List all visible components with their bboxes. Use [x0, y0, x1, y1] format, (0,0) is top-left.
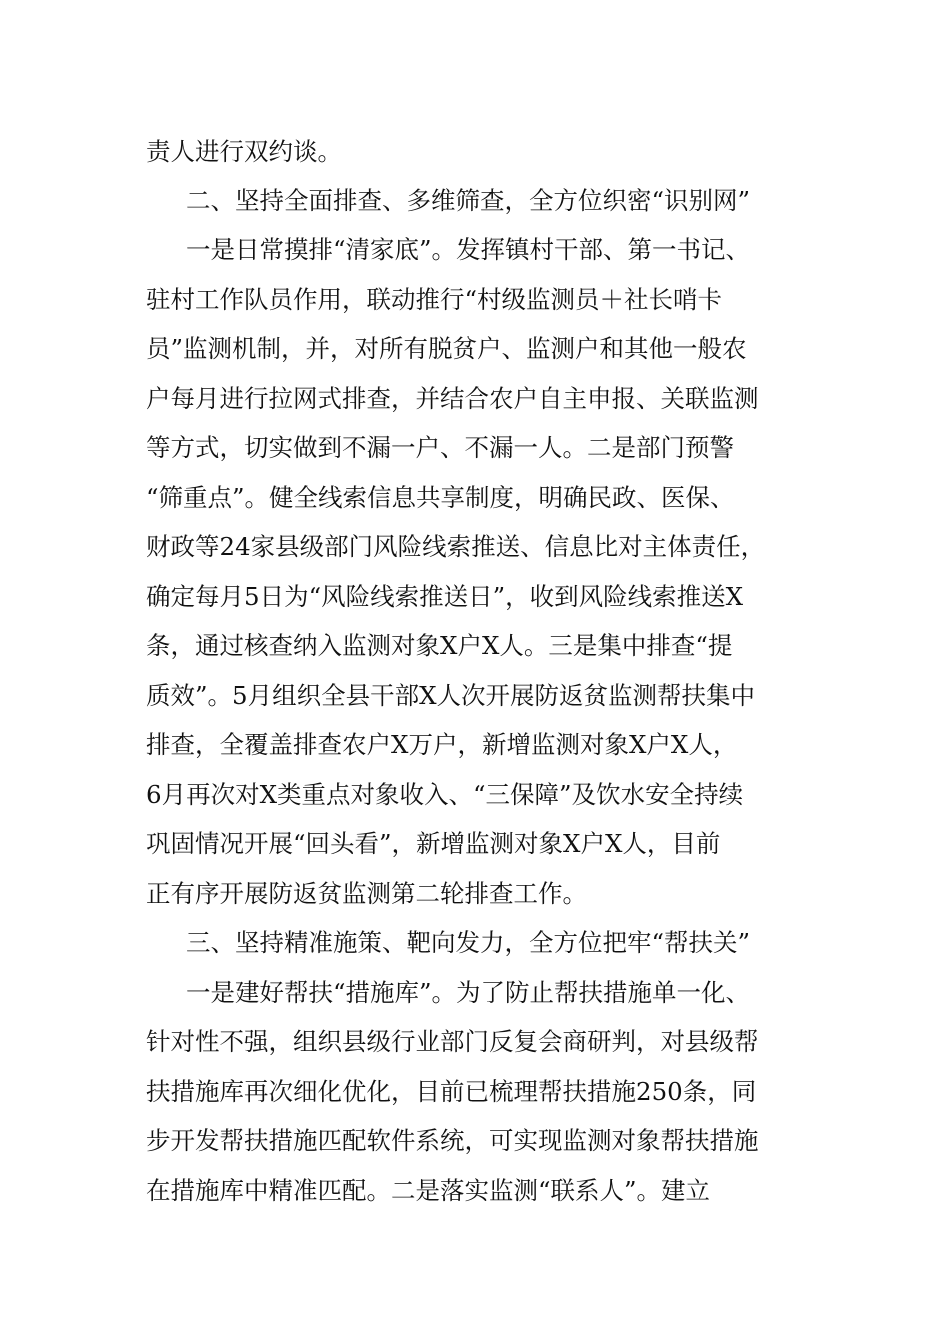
text-line: 扶措施库再次细化优化，目前已梳理帮扶措施250条，同	[146, 1077, 757, 1106]
text-line: 6月再次对X类重点对象收入、“三保障”及饮水安全持续	[146, 780, 744, 809]
text-line: 一是建好帮扶“措施库”。为了防止帮扶措施单一化、	[186, 978, 751, 1007]
text-line: 正有序开展防返贫监测第二轮排查工作。	[146, 879, 587, 908]
text-line: 巩固情况开展“回头看”，新增监测对象X户X人，目前	[146, 829, 721, 858]
text-line: 确定每月5日为“风险线索推送日”，收到风险线索推送X	[146, 582, 744, 611]
text-line: 在措施库中精准匹配。二是落实监测“联系人”。建立	[146, 1176, 711, 1205]
section-heading: 三、坚持精准施策、靶向发力，全方位把牢“帮扶关”	[186, 928, 751, 957]
text-line: 责人进行双约谈。	[146, 137, 342, 166]
text-line: 排查，全覆盖排查农户X万户，新增监测对象X户X人，	[146, 730, 738, 759]
text-line: 员”监测机制，并，对所有脱贫户、监测户和其他一般农	[146, 334, 747, 363]
text-line: 针对性不强，组织县级行业部门反复会商研判，对县级帮	[146, 1027, 759, 1056]
text-line: 步开发帮扶措施匹配软件系统，可实现监测对象帮扶措施	[146, 1126, 759, 1155]
text-line: 一是日常摸排“清家底”。发挥镇村干部、第一书记、	[186, 235, 751, 264]
text-line: 财政等24家县级部门风险线索推送、信息比对主体责任，	[146, 532, 766, 561]
text-line: 户每月进行拉网式排查，并结合农户自主申报、关联监测	[146, 384, 759, 413]
text-line: 等方式，切实做到不漏一户、不漏一人。二是部门预警	[146, 433, 734, 462]
text-line: 条，通过核查纳入监测对象X户X人。三是集中排查“提	[146, 631, 733, 660]
text-line: “筛重点”。健全线索信息共享制度，明确民政、医保、	[146, 483, 735, 512]
section-heading: 二、坚持全面排查、多维筛查，全方位织密“识别网”	[186, 186, 751, 215]
text-line: 驻村工作队员作用，联动推行“村级监测员＋社长哨卡	[146, 285, 723, 314]
text-line: 质效”。5月组织全县干部X人次开展防返贫监测帮扶集中	[146, 681, 756, 710]
